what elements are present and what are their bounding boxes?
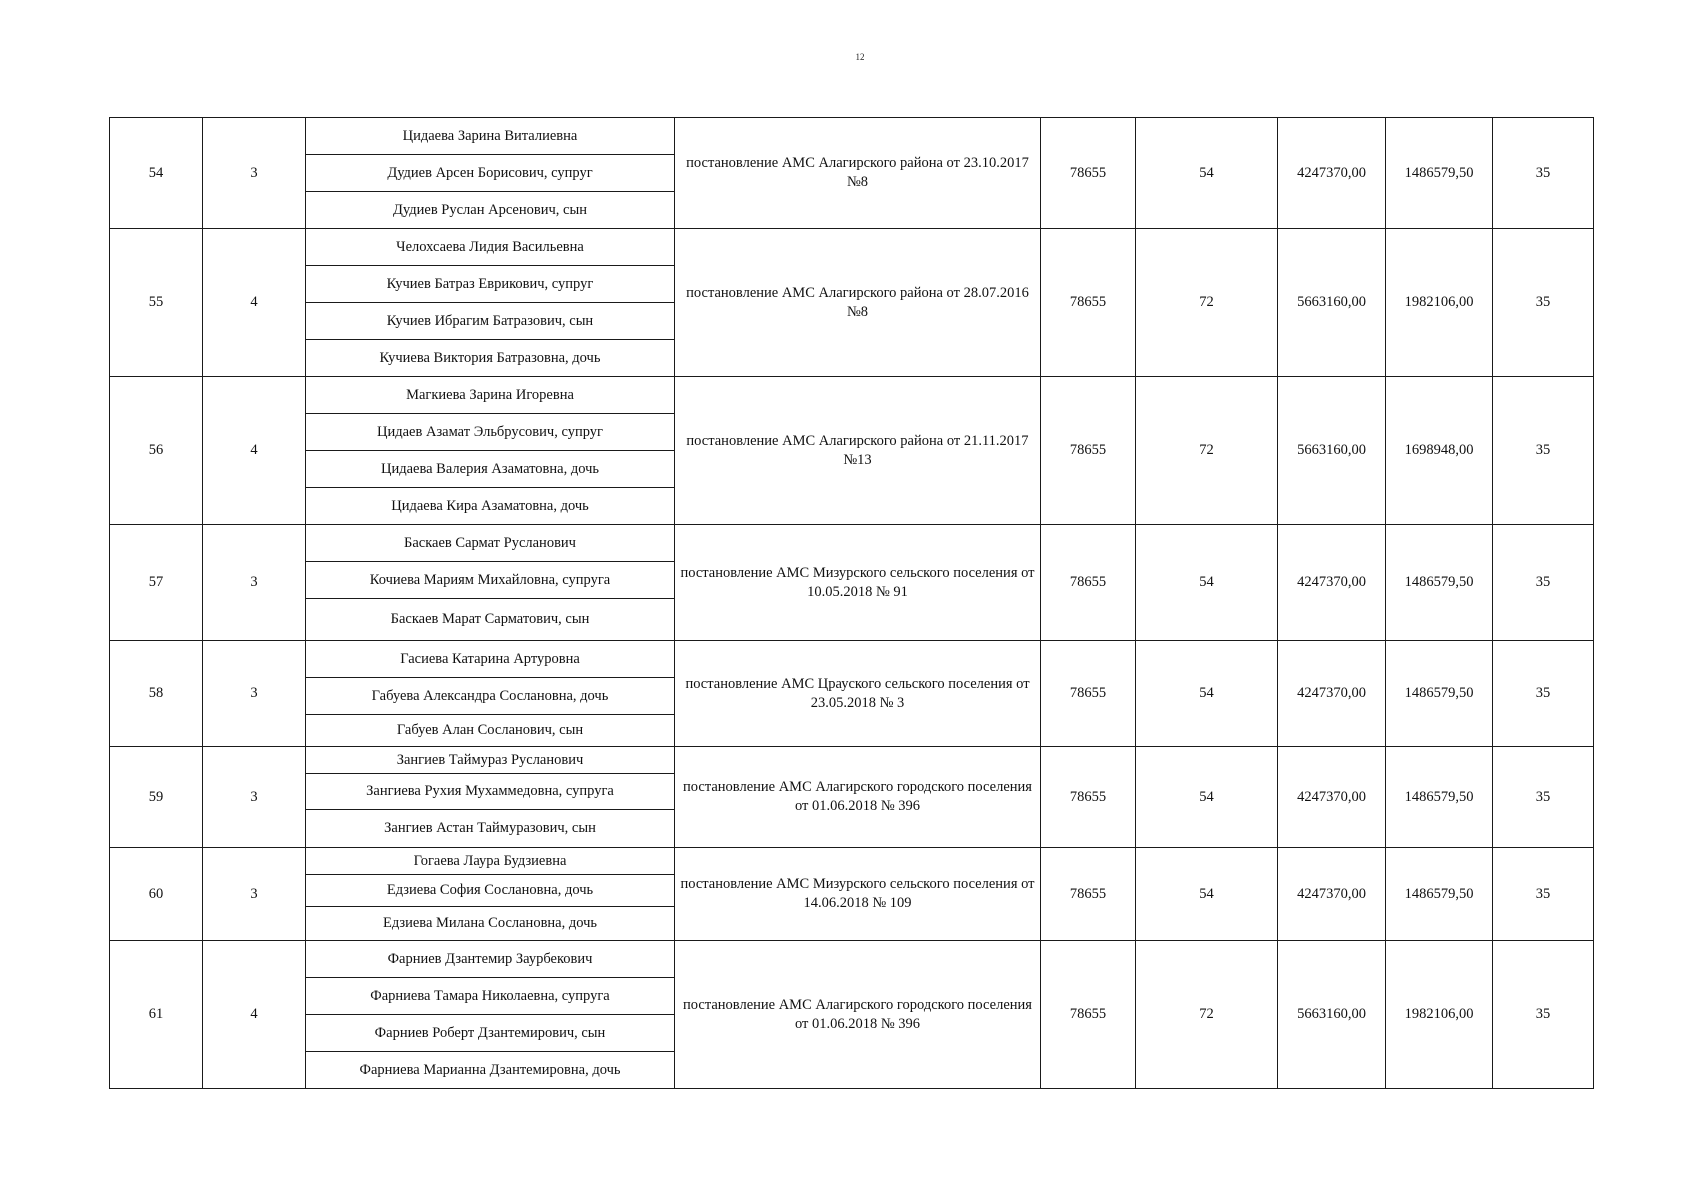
row-number: 61: [110, 941, 203, 1089]
row-number: 60: [110, 848, 203, 941]
table-row: [110, 747, 1594, 774]
subsidy-percent: 35: [1493, 641, 1594, 747]
family-size: 3: [203, 848, 306, 941]
family-member-name: Гасиева Катарина Артуровна: [306, 641, 675, 678]
decree-reference: постановление АМС Алагирского городского поселения от 01.06.2018 № 396: [675, 941, 1041, 1089]
row-number: 54: [110, 118, 203, 229]
family-member-name: Магкиева Зарина Игоревна: [306, 377, 675, 414]
subsidy-percent: 35: [1493, 941, 1594, 1089]
total-cost: 4247370,00: [1278, 118, 1386, 229]
subsidy-percent: 35: [1493, 118, 1594, 229]
area-sqm: 54: [1136, 118, 1278, 229]
row-number: 58: [110, 641, 203, 747]
decree-reference: постановление АМС Алагирского городского поселения от 01.06.2018 № 396: [675, 747, 1041, 848]
row-number: 59: [110, 747, 203, 848]
family-member-name: Дудиев Арсен Борисович, супруг: [306, 155, 675, 192]
total-cost: 5663160,00: [1278, 941, 1386, 1089]
total-cost: 4247370,00: [1278, 747, 1386, 848]
family-member-name: Цидаева Зарина Виталиевна: [306, 118, 675, 155]
table-row: [110, 377, 1594, 414]
total-cost: 5663160,00: [1278, 229, 1386, 377]
total-cost: 4247370,00: [1278, 641, 1386, 747]
family-member-name: Кучиев Ибрагим Батразович, сын: [306, 303, 675, 340]
family-member-name: Кучиев Батраз Еврикович, супруг: [306, 266, 675, 303]
cost-per-sqm: 78655: [1041, 941, 1136, 1089]
subsidy-amount: 1486579,50: [1386, 848, 1493, 941]
area-sqm: 72: [1136, 229, 1278, 377]
family-size: 4: [203, 377, 306, 525]
row-number: 56: [110, 377, 203, 525]
family-member-name: Дудиев Руслан Арсенович, сын: [306, 192, 675, 229]
decree-reference: постановление АМС Мизурского сельского поселения от 14.06.2018 № 109: [675, 848, 1041, 941]
family-member-name: Баскаев Сармат Русланович: [306, 525, 675, 562]
family-member-name: Едзиева Милана Сослановна, дочь: [306, 907, 675, 941]
registry-table: [109, 117, 1594, 1089]
area-sqm: 72: [1136, 941, 1278, 1089]
decree-reference: постановление АМС Алагирского района от 23.10.2017 №8: [675, 118, 1041, 229]
family-member-name: Гогаева Лаура Будзиевна: [306, 848, 675, 875]
cost-per-sqm: 78655: [1041, 118, 1136, 229]
cost-per-sqm: 78655: [1041, 377, 1136, 525]
family-size: 4: [203, 229, 306, 377]
total-cost: 4247370,00: [1278, 848, 1386, 941]
cost-per-sqm: 78655: [1041, 848, 1136, 941]
decree-reference: постановление АМС Мизурского сельского поселения от 10.05.2018 № 91: [675, 525, 1041, 641]
table-row: [110, 941, 1594, 978]
subsidy-percent: 35: [1493, 747, 1594, 848]
row-number: 57: [110, 525, 203, 641]
table-row: [110, 848, 1594, 875]
area-sqm: 54: [1136, 525, 1278, 641]
family-member-name: Габуева Александра Сослановна, дочь: [306, 678, 675, 715]
cost-per-sqm: 78655: [1041, 525, 1136, 641]
family-member-name: Кучиева Виктория Батразовна, дочь: [306, 340, 675, 377]
family-size: 3: [203, 641, 306, 747]
area-sqm: 54: [1136, 641, 1278, 747]
subsidy-amount: 1982106,00: [1386, 941, 1493, 1089]
area-sqm: 54: [1136, 848, 1278, 941]
cost-per-sqm: 78655: [1041, 641, 1136, 747]
table-row: [110, 525, 1594, 562]
family-member-name: Челохсаева Лидия Васильевна: [306, 229, 675, 266]
subsidy-amount: 1698948,00: [1386, 377, 1493, 525]
family-member-name: Зангиев Таймураз Русланович: [306, 747, 675, 774]
subsidy-amount: 1486579,50: [1386, 525, 1493, 641]
subsidy-amount: 1486579,50: [1386, 118, 1493, 229]
decree-reference: постановление АМС Алагирского района от 21.11.2017 №13: [675, 377, 1041, 525]
family-member-name: Фарниева Марианна Дзантемировна, дочь: [306, 1052, 675, 1089]
table-row: [110, 641, 1594, 678]
family-size: 3: [203, 747, 306, 848]
decree-reference: постановление АМС Алагирского района от 28.07.2016 №8: [675, 229, 1041, 377]
decree-reference: постановление АМС Црауского сельского поселения от 23.05.2018 № 3: [675, 641, 1041, 747]
family-member-name: Фарниев Роберт Дзантемирович, сын: [306, 1015, 675, 1052]
table-row: [110, 118, 1594, 155]
family-member-name: Цидаев Азамат Эльбрусович, супруг: [306, 414, 675, 451]
total-cost: 4247370,00: [1278, 525, 1386, 641]
table-row: [110, 229, 1594, 266]
subsidy-percent: 35: [1493, 377, 1594, 525]
family-member-name: Зангиев Астан Таймуразович, сын: [306, 810, 675, 848]
subsidy-percent: 35: [1493, 848, 1594, 941]
subsidy-percent: 35: [1493, 229, 1594, 377]
area-sqm: 72: [1136, 377, 1278, 525]
family-member-name: Фарниева Тамара Николаевна, супруга: [306, 978, 675, 1015]
registry-body: [110, 118, 1594, 1089]
total-cost: 5663160,00: [1278, 377, 1386, 525]
family-member-name: Едзиева София Сослановна, дочь: [306, 875, 675, 907]
row-number: 55: [110, 229, 203, 377]
family-member-name: Кочиева Мариям Михайловна, супруга: [306, 562, 675, 599]
family-size: 4: [203, 941, 306, 1089]
cost-per-sqm: 78655: [1041, 747, 1136, 848]
family-member-name: Фарниев Дзантемир Заурбекович: [306, 941, 675, 978]
cost-per-sqm: 78655: [1041, 229, 1136, 377]
family-member-name: Зангиева Рухия Мухаммедовна, супруга: [306, 774, 675, 810]
family-size: 3: [203, 118, 306, 229]
area-sqm: 54: [1136, 747, 1278, 848]
subsidy-amount: 1982106,00: [1386, 229, 1493, 377]
family-member-name: Цидаева Валерия Азаматовна, дочь: [306, 451, 675, 488]
family-member-name: Габуев Алан Сосланович, сын: [306, 715, 675, 747]
page-number: 12: [855, 52, 865, 62]
subsidy-amount: 1486579,50: [1386, 641, 1493, 747]
family-member-name: Баскаев Марат Сарматович, сын: [306, 599, 675, 641]
family-member-name: Цидаева Кира Азаматовна, дочь: [306, 488, 675, 525]
subsidy-percent: 35: [1493, 525, 1594, 641]
subsidy-amount: 1486579,50: [1386, 747, 1493, 848]
family-size: 3: [203, 525, 306, 641]
